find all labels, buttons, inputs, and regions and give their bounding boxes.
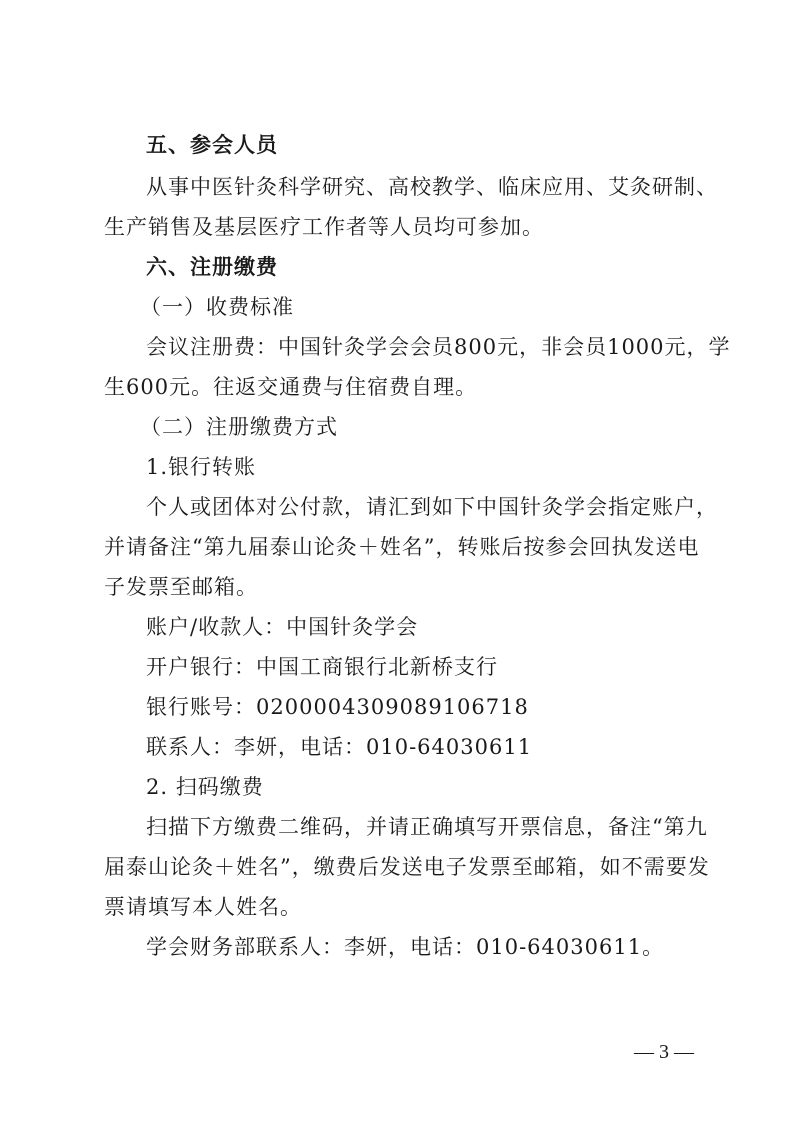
transfer-text-line-3: 子发票至邮箱。 [104,575,258,599]
finance-contact: 学会财务部联系人：李妍，电话：010-64030611。 [146,935,665,959]
transfer-text-line-1: 个人或团体对公付款，请汇到如下中国针灸学会指定账户， [146,495,718,519]
attendees-text-line-1: 从事中医针灸科学研究、高校教学、临床应用、艾灸研制、 [146,175,718,199]
page-number: — 3 — [634,1041,694,1063]
attendees-text-line-2: 生产销售及基层医疗工作者等人员均可参加。 [104,215,544,239]
subheading-fee-standard: （一）收费标准 [140,295,294,319]
bank-name: 开户银行：中国工商银行北新桥支行 [146,655,498,679]
method-scan-payment: 2. 扫码缴费 [146,775,264,799]
scan-text-line-2: 届泰山论灸＋姓名”，缴费后发送电子发票至邮箱，如不需要发 [104,855,710,879]
transfer-text-line-2: 并请备注“第九届泰山论灸＋姓名”，转账后按参会回执发送电 [104,535,700,559]
contact-info: 联系人：李妍，电话：010-64030611 [146,735,533,759]
section-heading-attendees: 五、参会人员 [146,133,278,157]
fee-text-line-2: 生600元。往返交通费与住宿费自理。 [104,375,478,399]
method-bank-transfer: 1.银行转账 [146,455,257,479]
account-number: 银行账号：0200004309089106718 [146,695,529,719]
section-heading-registration: 六、注册缴费 [146,255,278,279]
fee-text-line-1: 会议注册费：中国针灸学会会员800元，非会员1000元，学 [146,335,731,359]
scan-text-line-3: 票请填写本人姓名。 [104,895,302,919]
scan-text-line-1: 扫描下方缴费二维码，并请正确填写开票信息，备注“第九 [146,815,708,839]
subheading-payment-method: （二）注册缴费方式 [140,415,338,439]
account-name: 账户/收款人：中国针灸学会 [146,615,419,639]
